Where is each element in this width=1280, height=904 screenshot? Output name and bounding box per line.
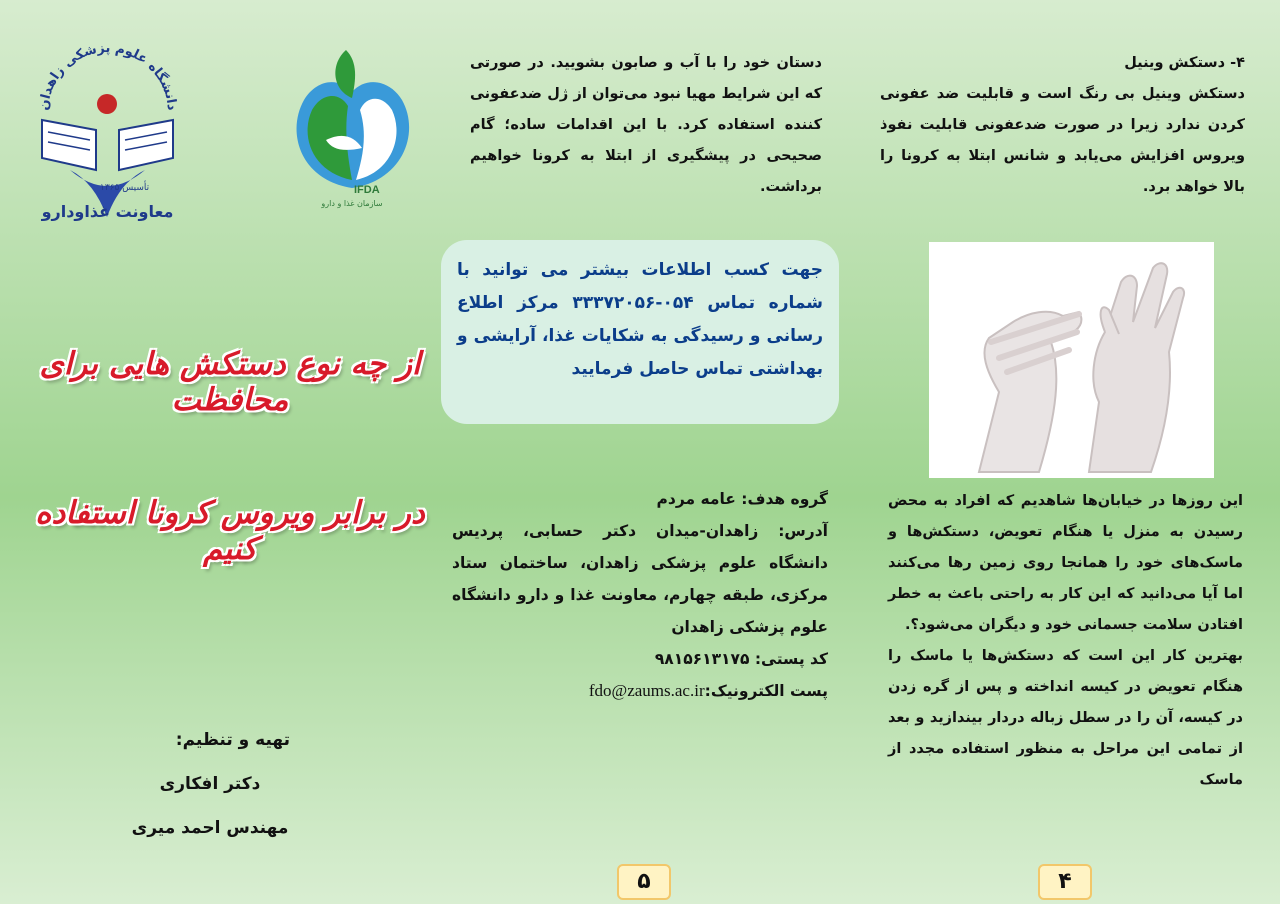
credit-author-2: مهندس احمد میری <box>131 818 289 838</box>
handwashing-paragraph: دستان خود را با آب و صابون بشویید. در صورتی که این شرایط مهیا نبود می‌توان از ژل ضدعفونی کننده استفاده کرد. با این اقدامات ساده؛ گام صحیحی در پیشگیری از ابتلا به کرونا خواهیم برداشت. <box>470 55 822 195</box>
vinyl-gloves-photo <box>929 242 1214 478</box>
vinyl-glove-paragraph: دستکش وینیل بی رنگ است و قابلیت ضد عفونی کردن ندارد زیرا در صورت ضدعفونی قابلیت نفوذ ویروس افزایش می‌یابد و شانس ابتلا به کرونا را بالا خواهد برد. <box>880 86 1245 195</box>
headline-line-1: از چه نوع دستکش هایی برای محافظت <box>39 346 421 418</box>
email-line <box>452 675 828 707</box>
credits-heading: تهیه و تنظیم: <box>175 730 290 750</box>
page-number-4: ۴ <box>1038 864 1092 900</box>
contact-details <box>452 483 828 707</box>
target-group: گروه هدف: عامه مردم <box>656 490 828 508</box>
postal-code: کد پستی: ۹۸۱۵۶۱۳۱۷۵ <box>654 650 828 668</box>
vinyl-glove-heading: ۴- دستکش وینیل <box>1124 55 1245 71</box>
disposal-paragraph: این روزها در خیابان‌ها شاهدیم که افراد به محض رسیدن به منزل یا هنگام تعویض، دستکش‌ها و ماسک‌های خود را همانجا روی زمین رها می‌کنند اما آیا می‌دانید که این کار به راحتی باعث به خطر افتادن سلامت جسمانی خود و دیگران می‌شود؟. <box>888 493 1243 633</box>
email-address[interactable]: fdo@zaums.ac.ir <box>588 681 705 700</box>
credit-author-1: دکتر افکاری <box>159 774 261 794</box>
fda-logo <box>282 40 424 210</box>
disposal-section <box>888 486 1243 796</box>
email-label: پست الکترونیک: <box>704 682 828 700</box>
page-number-5: ۵ <box>617 864 671 900</box>
headline-line-2: در برابر ویروس کرونا استفاده کنیم <box>35 495 425 567</box>
contact-info-box: جهت کسب اطلاعات بیشتر می توانید با شماره تماس ۰۵۴-۳۳۳۷۲۰۵۶ مرکز اطلاع رسانی و رسیدگی به شکایات غذا، آرایشی و بهداشتی تماس حاصل فرمایید <box>441 240 839 424</box>
fda-acronym: IFDA <box>354 184 380 196</box>
university-logo <box>30 42 185 227</box>
university-caption: معاونت غذاودارو <box>41 202 174 221</box>
best-practice-paragraph: بهترین کار این است که دستکش‌ها یا ماسک را هنگام تعویض در کیسه انداخته و پس از گره زدن در کیسه، آن را در سطل زباله دردار بیندازید و بعد از تمامی این مراحل به منظور استفاده مجدد از ماسک <box>888 648 1243 788</box>
university-arc-text: دانشگاه علوم پزشکی زاهدان <box>36 42 180 112</box>
fda-subtitle: سازمان غذا و دارو <box>321 199 383 208</box>
university-year-text: تأسیس ۱۳۶۵ <box>100 183 150 193</box>
vinyl-glove-section <box>880 48 1245 203</box>
address: آدرس: زاهدان-میدان دکتر حسابی، پردیس دانشگاه علوم پزشکی زاهدان، ساختمان ستاد مرکزی، طبقه چهارم، معاونت غذا و دارو دانشگاه علوم پزشکی زاهدان <box>452 522 828 636</box>
